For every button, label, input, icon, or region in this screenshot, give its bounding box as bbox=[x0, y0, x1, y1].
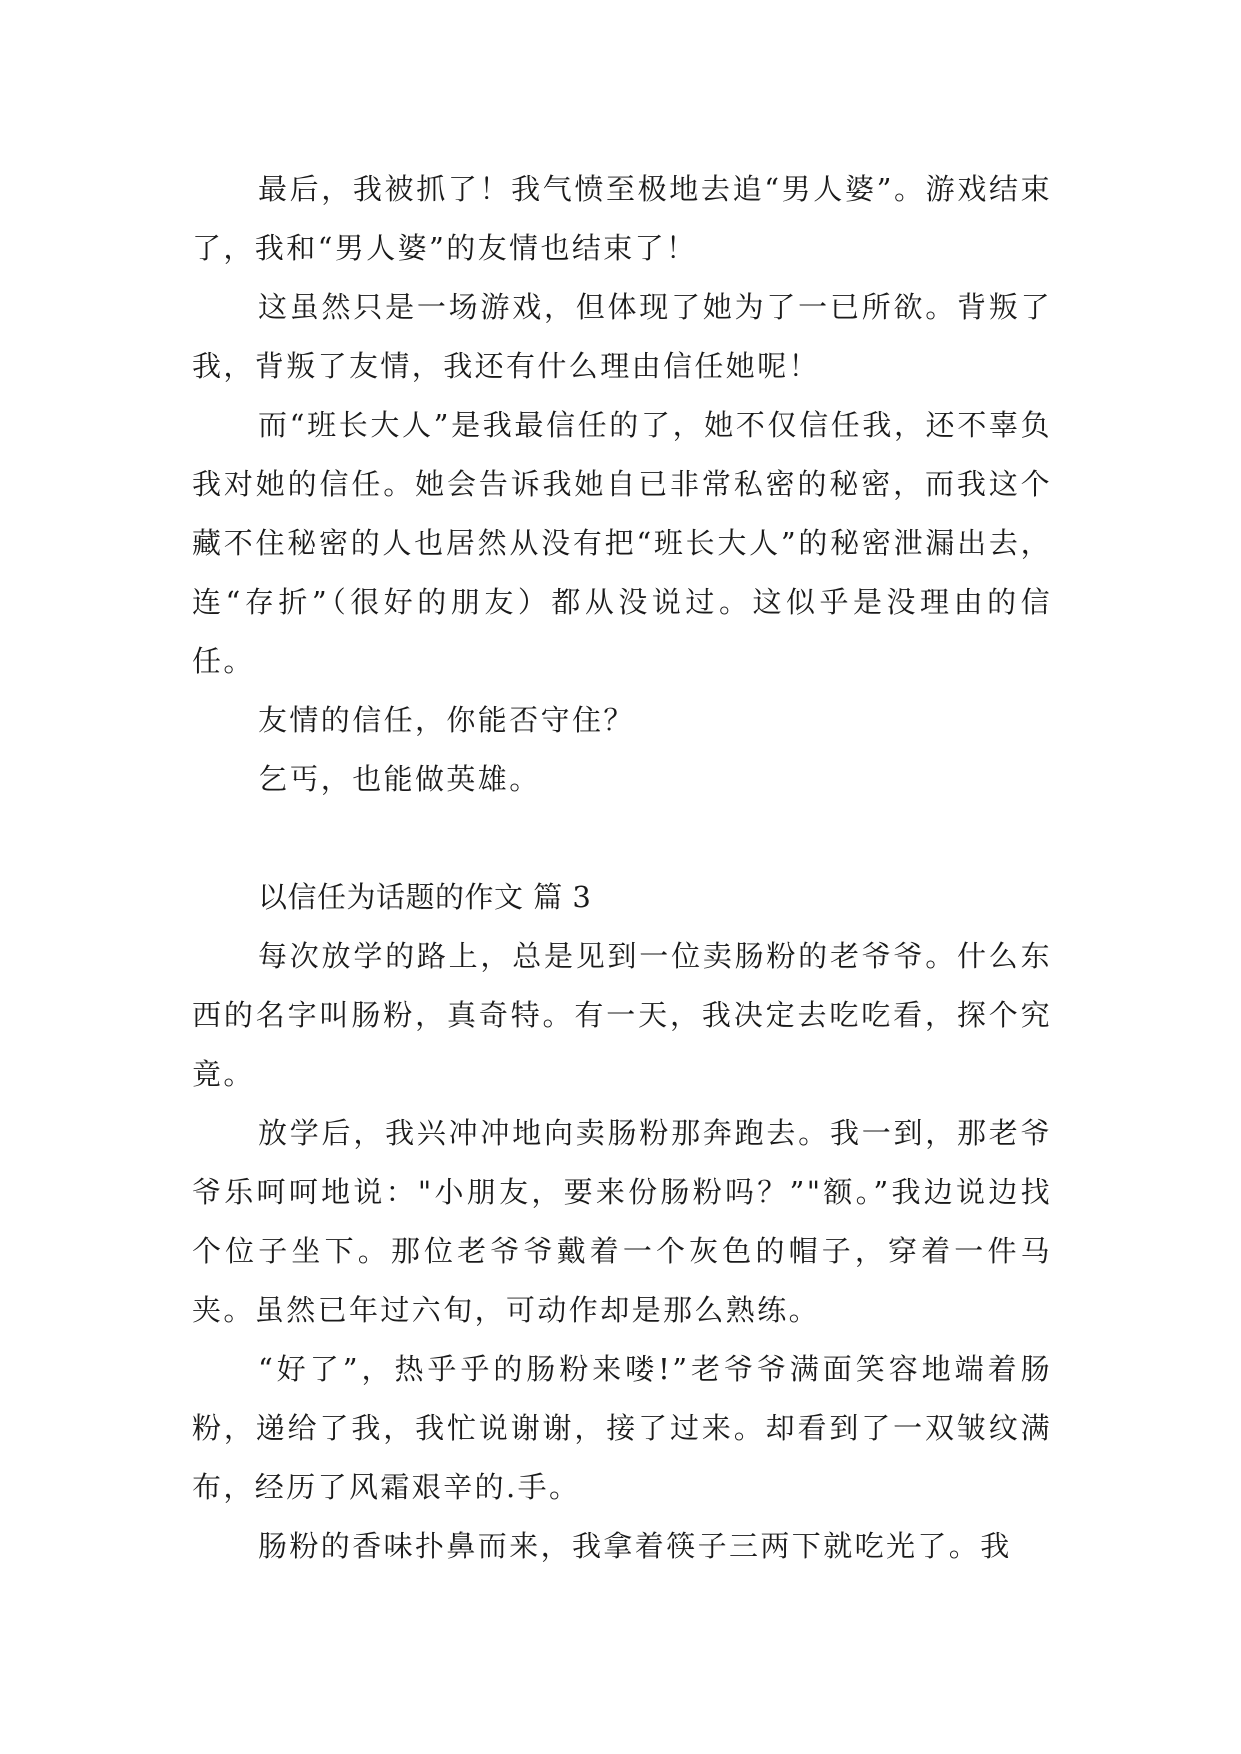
paragraph: 肠粉的香味扑鼻而来，我拿着筷子三两下就吃光了。我 bbox=[258, 1529, 1012, 1563]
paragraph: 友情的信任，你能否守住？ bbox=[258, 703, 635, 737]
paragraph: 而“班长大人”是我最信任的了，她不仅信任我，还不辜负我对她的信任。她会告诉我她自已非常私密的秘密，而我这个藏不住秘密的人也居然从没有把“班长大人”的秘密泄漏出去，连“存折”（很好的朋友）都从没说过。这似乎是没理由的信任。 bbox=[192, 408, 1052, 678]
paragraph: “好了”，热乎乎的肠粉来喽!”老爷爷满面笑容地端着肠粉，递给了我，我忙说谢谢，接了过来。却看到了一双皱纹满布，经历了风霜艰辛的.手。 bbox=[192, 1352, 1052, 1504]
paragraph: 这虽然只是一场游戏，但体现了她为了一已所欲。背叛了我，背叛了友情，我还有什么理由信任她呢！ bbox=[192, 290, 1052, 383]
paragraph: 最后，我被抓了！我气愤至极地去追“男人婆”。游戏结束了，我和“男人婆”的友情也结束了！ bbox=[192, 172, 1052, 265]
paragraph: 每次放学的路上，总是见到一位卖肠粉的老爷爷。什么东西的名字叫肠粉，真奇特。有一天，我决定去吃吃看，探个究竟。 bbox=[192, 939, 1052, 1091]
paragraph: 乞丐，也能做英雄。 bbox=[258, 762, 541, 796]
paragraph: 放学后，我兴冲冲地向卖肠粉那奔跑去。我一到，那老爷爷乐呵呵地说："小朋友，要来份肠粉吗？”"额。”我边说边找个位子坐下。那位老爷爷戴着一个灰色的帽子，穿着一件马夹。虽然已年过六旬，可动作却是那么熟练。 bbox=[192, 1116, 1052, 1327]
document-body bbox=[192, 160, 1052, 1576]
section-heading: 以信任为话题的作文 篇 3 bbox=[258, 880, 592, 914]
